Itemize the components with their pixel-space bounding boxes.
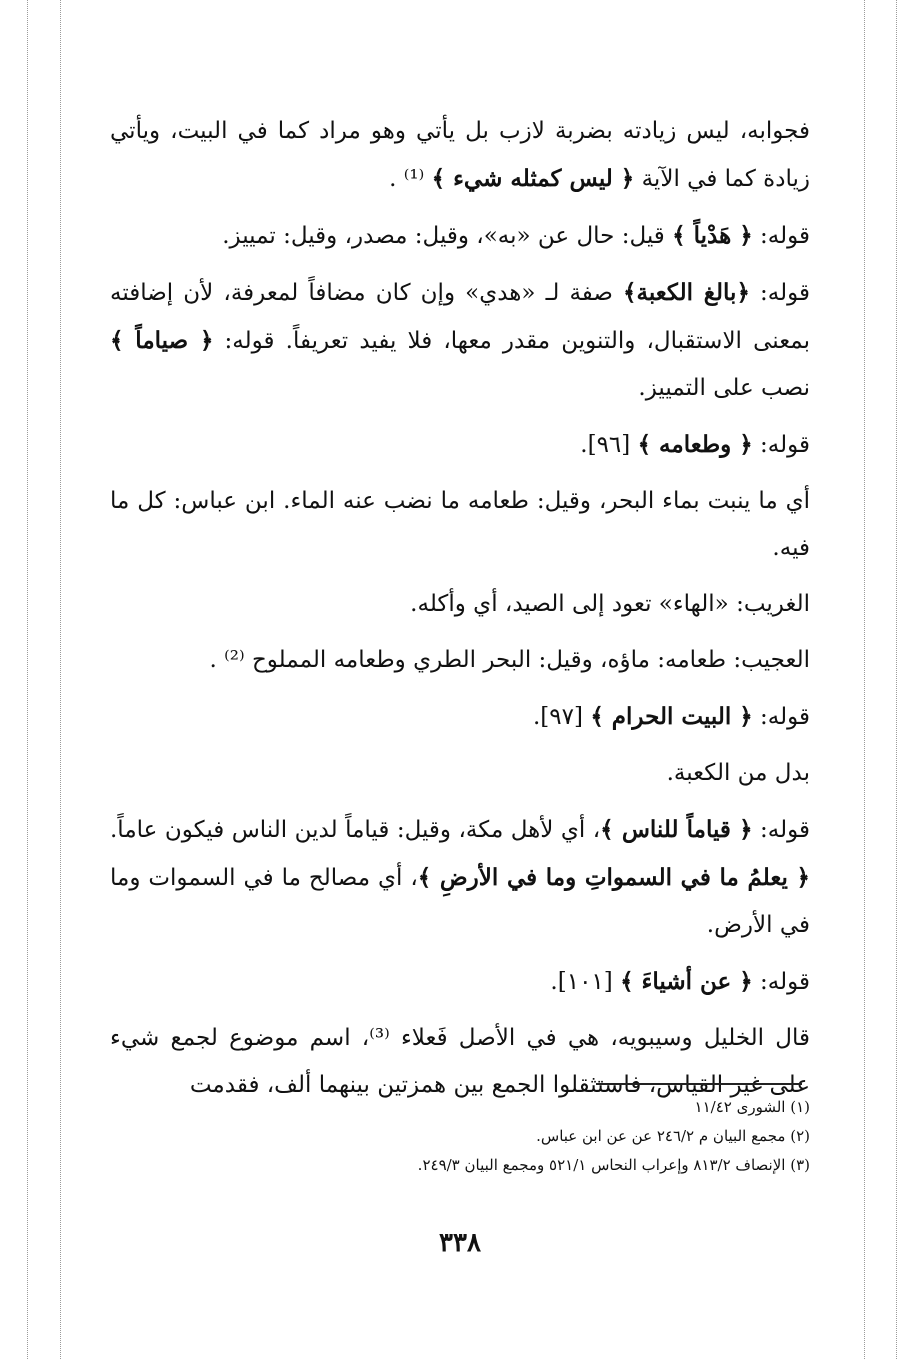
text-run: بدل من الكعبة. bbox=[666, 760, 810, 786]
scan-dotted-guide-left bbox=[27, 0, 28, 1359]
text-run: [١٠١]. bbox=[550, 969, 621, 995]
text-run: ، أي لأهل مكة، وقيل: قياماً لدين الناس فيكون عاماً. bbox=[110, 817, 601, 843]
paragraph bbox=[110, 108, 810, 203]
text-run: العجيب: طعامه: ماؤه، وقيل: البحر الطري وطعامه المملوح ⁽²⁾ . bbox=[209, 647, 810, 673]
paragraph bbox=[110, 478, 810, 572]
text-run: قوله: bbox=[752, 817, 810, 843]
quran-quote: ﴿ عن أشياءَ ﴾ bbox=[620, 968, 753, 995]
text-run: صفة لـ «هدي» وإن كان مضافاً لمعرفة، لأن إضافته بمعنى الاستقبال، والتنوين مقدر معها، فلا يفيد تعريفاً. قوله: bbox=[110, 280, 810, 354]
quran-quote: ﴿ يعلمُ ما في السمواتِ وما في الأرضِ ﴾ bbox=[417, 864, 810, 891]
paragraph bbox=[110, 421, 810, 469]
paragraph bbox=[110, 637, 810, 684]
quran-quote: ﴿ ليس كمثله شيء ﴾ bbox=[431, 165, 635, 192]
main-text-body bbox=[110, 108, 810, 1118]
quran-quote: ﴿ قياماً للناس ﴾ bbox=[600, 816, 753, 843]
text-run: الغريب: «الهاء» تعود إلى الصيد، أي وأكله. bbox=[410, 591, 810, 617]
text-run: قوله: bbox=[752, 223, 810, 249]
scan-dotted-guide-left-2 bbox=[60, 0, 61, 1359]
scan-dotted-guide-right-2 bbox=[896, 0, 897, 1359]
text-run: أي ما ينبت بماء البحر، وقيل: طعامه ما نضب عنه الماء. ابن عباس: كل ما فيه. bbox=[110, 488, 810, 561]
text-run: ⁽¹⁾ . bbox=[389, 166, 432, 192]
paragraph bbox=[110, 958, 810, 1006]
paragraph bbox=[110, 806, 810, 949]
paragraph bbox=[110, 581, 810, 628]
quran-quote: ﴿بالغ الكعبة﴾ bbox=[623, 279, 750, 306]
footnotes bbox=[250, 1093, 810, 1180]
quran-quote: ﴿ صياماً ﴾ bbox=[110, 327, 214, 354]
text-run: ، أي مصالح ما في السموات وما في الأرض. bbox=[110, 865, 810, 938]
text-run: نصب على التمييز. bbox=[638, 375, 810, 401]
scan-dotted-guide-right bbox=[864, 0, 865, 1359]
footnote-separator bbox=[596, 1083, 802, 1085]
text-run: قوله: bbox=[752, 704, 810, 730]
text-run: قوله: bbox=[749, 280, 810, 306]
text-run: قوله: bbox=[752, 969, 810, 995]
footnote-2: (٢) مجمع البيان م ٢٤٦/٢ عن عن ابن عباس. bbox=[536, 1127, 810, 1145]
page-number: ٣٣٨ bbox=[439, 1228, 481, 1258]
quran-quote: ﴿ البيت الحرام ﴾ bbox=[590, 703, 753, 730]
text-run: [٩٦]. bbox=[580, 432, 638, 458]
text-run: قال الخليل وسيبويه، هي في الأصل فَعلاء ⁽³⁾، اسم موضوع لجمع شيء على غير القياس، فاستثقلوا الجمع بين همزتين بينهما ألف، فقدمت bbox=[110, 1025, 810, 1098]
text-run: قيل: حال عن «به»، وقيل: مصدر، وقيل: تمييز. bbox=[222, 223, 673, 249]
text-run: قوله: bbox=[752, 432, 810, 458]
footnote-3: (٣) الإنصاف ٨١٣/٢ وإعراب النحاس ٥٢١/١ ومجمع البيان ٢٤٩/٣. bbox=[417, 1156, 810, 1174]
footnote-1: (١) الشورى ١١/٤٢ bbox=[694, 1098, 810, 1116]
paragraph bbox=[110, 212, 810, 260]
text-run: [٩٧]. bbox=[533, 704, 591, 730]
text-run: فجوابه، ليس زيادته بضربة لازب بل يأتي وهو مراد كما في البيت، ويأتي زيادة كما في الآية bbox=[110, 118, 810, 192]
paragraph bbox=[110, 750, 810, 797]
paragraph bbox=[110, 269, 810, 412]
quran-quote: ﴿ وطعامه ﴾ bbox=[637, 431, 753, 458]
quran-quote: ﴿ هَدْياً ﴾ bbox=[672, 222, 753, 249]
paragraph bbox=[110, 693, 810, 741]
